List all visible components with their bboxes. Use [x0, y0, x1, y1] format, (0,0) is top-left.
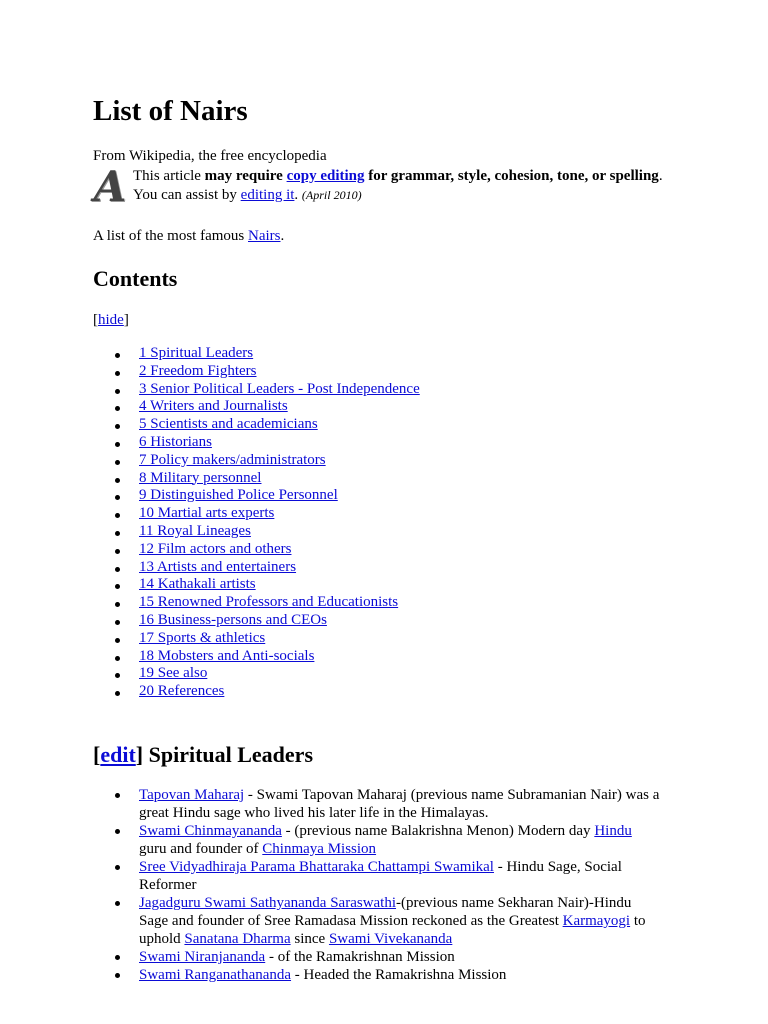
bullet-icon [115, 478, 120, 483]
toc-item [93, 594, 420, 612]
toc-link-policy-makers[interactable]: 7 Policy makers/administrators [139, 451, 326, 468]
bullet-icon [115, 602, 120, 607]
swami-chinmayananda-link[interactable]: Swami Chinmayananda [139, 823, 282, 839]
toc-item [93, 487, 420, 505]
toc-link-business[interactable]: 16 Business-persons and CEOs [139, 611, 327, 628]
entry-text: - Swami Tapovan Maharaj (previous name Subramanian Nair) was a great Hindu sage who lived his later life in the Himalayas. [139, 787, 660, 821]
karmayogi-link[interactable]: Karmayogi [562, 913, 631, 929]
toc-link-political-leaders[interactable]: 3 Senior Political Leaders - Post Independence [139, 380, 420, 397]
page-title: List of Nairs [93, 95, 248, 127]
toc-link-professors[interactable]: 15 Renowned Professors and Educationists [139, 594, 399, 611]
entry-text: -(previous name Sekharan Nair)-Hindu Sage and founder of Sree Ramadasa Mission reckoned as the Greatest [139, 895, 632, 929]
toc-link-police[interactable]: 9 Distinguished Police Personnel [139, 487, 338, 504]
edit-bracket-close: ] [135, 742, 144, 767]
bullet-icon [115, 389, 120, 394]
list-item [93, 894, 663, 948]
toc-item [93, 363, 420, 381]
toc-link-spiritual-leaders[interactable]: 1 Spiritual Leaders [139, 345, 254, 361]
bullet-icon [115, 567, 120, 572]
copy-edit-notice [93, 162, 673, 211]
swami-vivekananda-link[interactable]: Swami Vivekananda [328, 931, 453, 947]
notice-bold-1: may require [204, 168, 287, 184]
entry-text: to uphold [139, 913, 646, 947]
contents-heading: Contents [93, 266, 178, 291]
bullet-icon [115, 656, 120, 661]
toc-toggle [93, 311, 129, 329]
swami-niranjananda-link[interactable]: Swami Niranjananda [139, 949, 266, 965]
notice-text [133, 167, 673, 205]
list-item [93, 858, 663, 894]
toc-item [93, 648, 420, 666]
toc-item [93, 398, 420, 416]
intro-end: . [280, 228, 285, 244]
toc-link-scientists[interactable]: 5 Scientists and academicians [139, 416, 318, 433]
entry-text: - Headed the Ramakrishna Mission [291, 967, 507, 983]
toc-item [93, 683, 420, 701]
bullet-icon [115, 406, 120, 411]
bullet-icon [115, 460, 120, 465]
toc-link-martial-arts[interactable]: 10 Martial arts experts [139, 505, 275, 522]
entry-text: - of the Ramakrishnan Mission [265, 949, 455, 965]
entry-text: guru and founder of [139, 841, 263, 857]
sathyananda-saraswathi-link[interactable]: Jagadguru Swami Sathyananda Saraswathi [139, 895, 397, 911]
bullet-icon [115, 901, 120, 906]
site-subtitle: From Wikipedia, the free encyclopedia [93, 148, 327, 164]
toc-link-references[interactable]: 20 References [139, 683, 225, 700]
bullet-icon [115, 424, 120, 429]
bullet-icon [115, 673, 120, 678]
tapovan-maharaj-link[interactable]: Tapovan Maharaj [139, 787, 245, 803]
edit-section-link[interactable]: edit [100, 742, 136, 767]
toc-link-military[interactable]: 8 Military personnel [139, 469, 262, 486]
toc-item [93, 345, 420, 363]
editing-it-link[interactable]: editing it [240, 187, 295, 203]
toc-item [93, 381, 420, 399]
toc-link-freedom-fighters[interactable]: 2 Freedom Fighters [139, 362, 257, 379]
toc-item [93, 523, 420, 541]
bullet-icon [115, 531, 120, 536]
hide-toc-link[interactable]: hide [98, 312, 124, 328]
swami-ranganathananda-link[interactable]: Swami Ranganathananda [139, 967, 292, 983]
list-item [93, 786, 663, 822]
section-title: Spiritual Leaders [143, 742, 314, 767]
toc-item [93, 416, 420, 434]
toc-item [93, 470, 420, 488]
bullet-icon [115, 584, 120, 589]
toc-link-kathakali[interactable]: 14 Kathakali artists [139, 576, 256, 593]
copy-editing-link[interactable]: copy editing [286, 168, 365, 184]
entry-text: - Hindu Sage, Social Reformer [139, 859, 622, 893]
toc-bracket-open: [ [93, 312, 98, 328]
toc-item [93, 576, 420, 594]
toc-item [93, 612, 420, 630]
toc-link-sports[interactable]: 17 Sports & athletics [139, 629, 266, 646]
toc-item [93, 452, 420, 470]
bullet-icon [115, 793, 120, 798]
bullet-icon [115, 829, 120, 834]
bullet-icon [115, 371, 120, 376]
bullet-icon [115, 691, 120, 696]
nairs-link[interactable]: Nairs [248, 228, 281, 244]
notice-text-2: . You can assist by [133, 168, 663, 203]
toc-item [93, 434, 420, 452]
chinmaya-mission-link[interactable]: Chinmaya Mission [262, 841, 377, 857]
toc-item [93, 541, 420, 559]
bullet-icon [115, 955, 120, 960]
toc-link-see-also[interactable]: 19 See also [139, 665, 208, 682]
intro-paragraph [93, 227, 284, 245]
bullet-icon [115, 973, 120, 978]
chattampi-swamikal-link[interactable]: Sree Vidyadhiraja Parama Bhattaraka Chattampi Swamikal [139, 859, 494, 875]
sanatana-dharma-link[interactable]: Sanatana Dharma [184, 931, 291, 947]
bullet-icon [115, 495, 120, 500]
toc-item [93, 559, 420, 577]
list-item [93, 966, 663, 984]
list-item [93, 948, 663, 966]
entry-text: - (previous name Balakrishna Menon) Modern day [281, 823, 595, 839]
intro-text: A list of the most famous [93, 228, 248, 244]
spiritual-leaders-list [93, 786, 663, 984]
toc-link-mobsters[interactable]: 18 Mobsters and Anti-socials [139, 647, 315, 664]
table-of-contents [93, 345, 420, 701]
bullet-icon [115, 442, 120, 447]
toc-link-writers[interactable]: 4 Writers and Journalists [139, 398, 288, 415]
drop-cap-icon: A [93, 162, 127, 211]
toc-item [93, 630, 420, 648]
toc-item [93, 665, 420, 683]
hindu-link[interactable]: Hindu [594, 823, 632, 839]
bullet-icon [115, 513, 120, 518]
bullet-icon [115, 549, 120, 554]
notice-text-3: . [294, 187, 302, 203]
toc-link-historians[interactable]: 6 Historians [139, 433, 212, 450]
section-heading-spiritual-leaders [93, 741, 313, 769]
notice-date: (April 2010) [301, 188, 362, 202]
bullet-icon [115, 353, 120, 358]
bullet-icon [115, 865, 120, 870]
edit-bracket-open: [ [93, 742, 101, 767]
toc-bracket-close: ] [123, 312, 129, 328]
toc-link-royal-lineages[interactable]: 11 Royal Lineages [139, 522, 251, 539]
notice-bold-2: for grammar, style, cohesion, tone, or spelling [364, 168, 659, 184]
notice-text-1: This article [133, 168, 205, 184]
toc-link-artists[interactable]: 13 Artists and entertainers [139, 558, 297, 575]
list-item [93, 822, 663, 858]
entry-text: since [290, 931, 329, 947]
toc-link-film-actors[interactable]: 12 Film actors and others [139, 540, 292, 557]
toc-item [93, 505, 420, 523]
bullet-icon [115, 638, 120, 643]
bullet-icon [115, 620, 120, 625]
